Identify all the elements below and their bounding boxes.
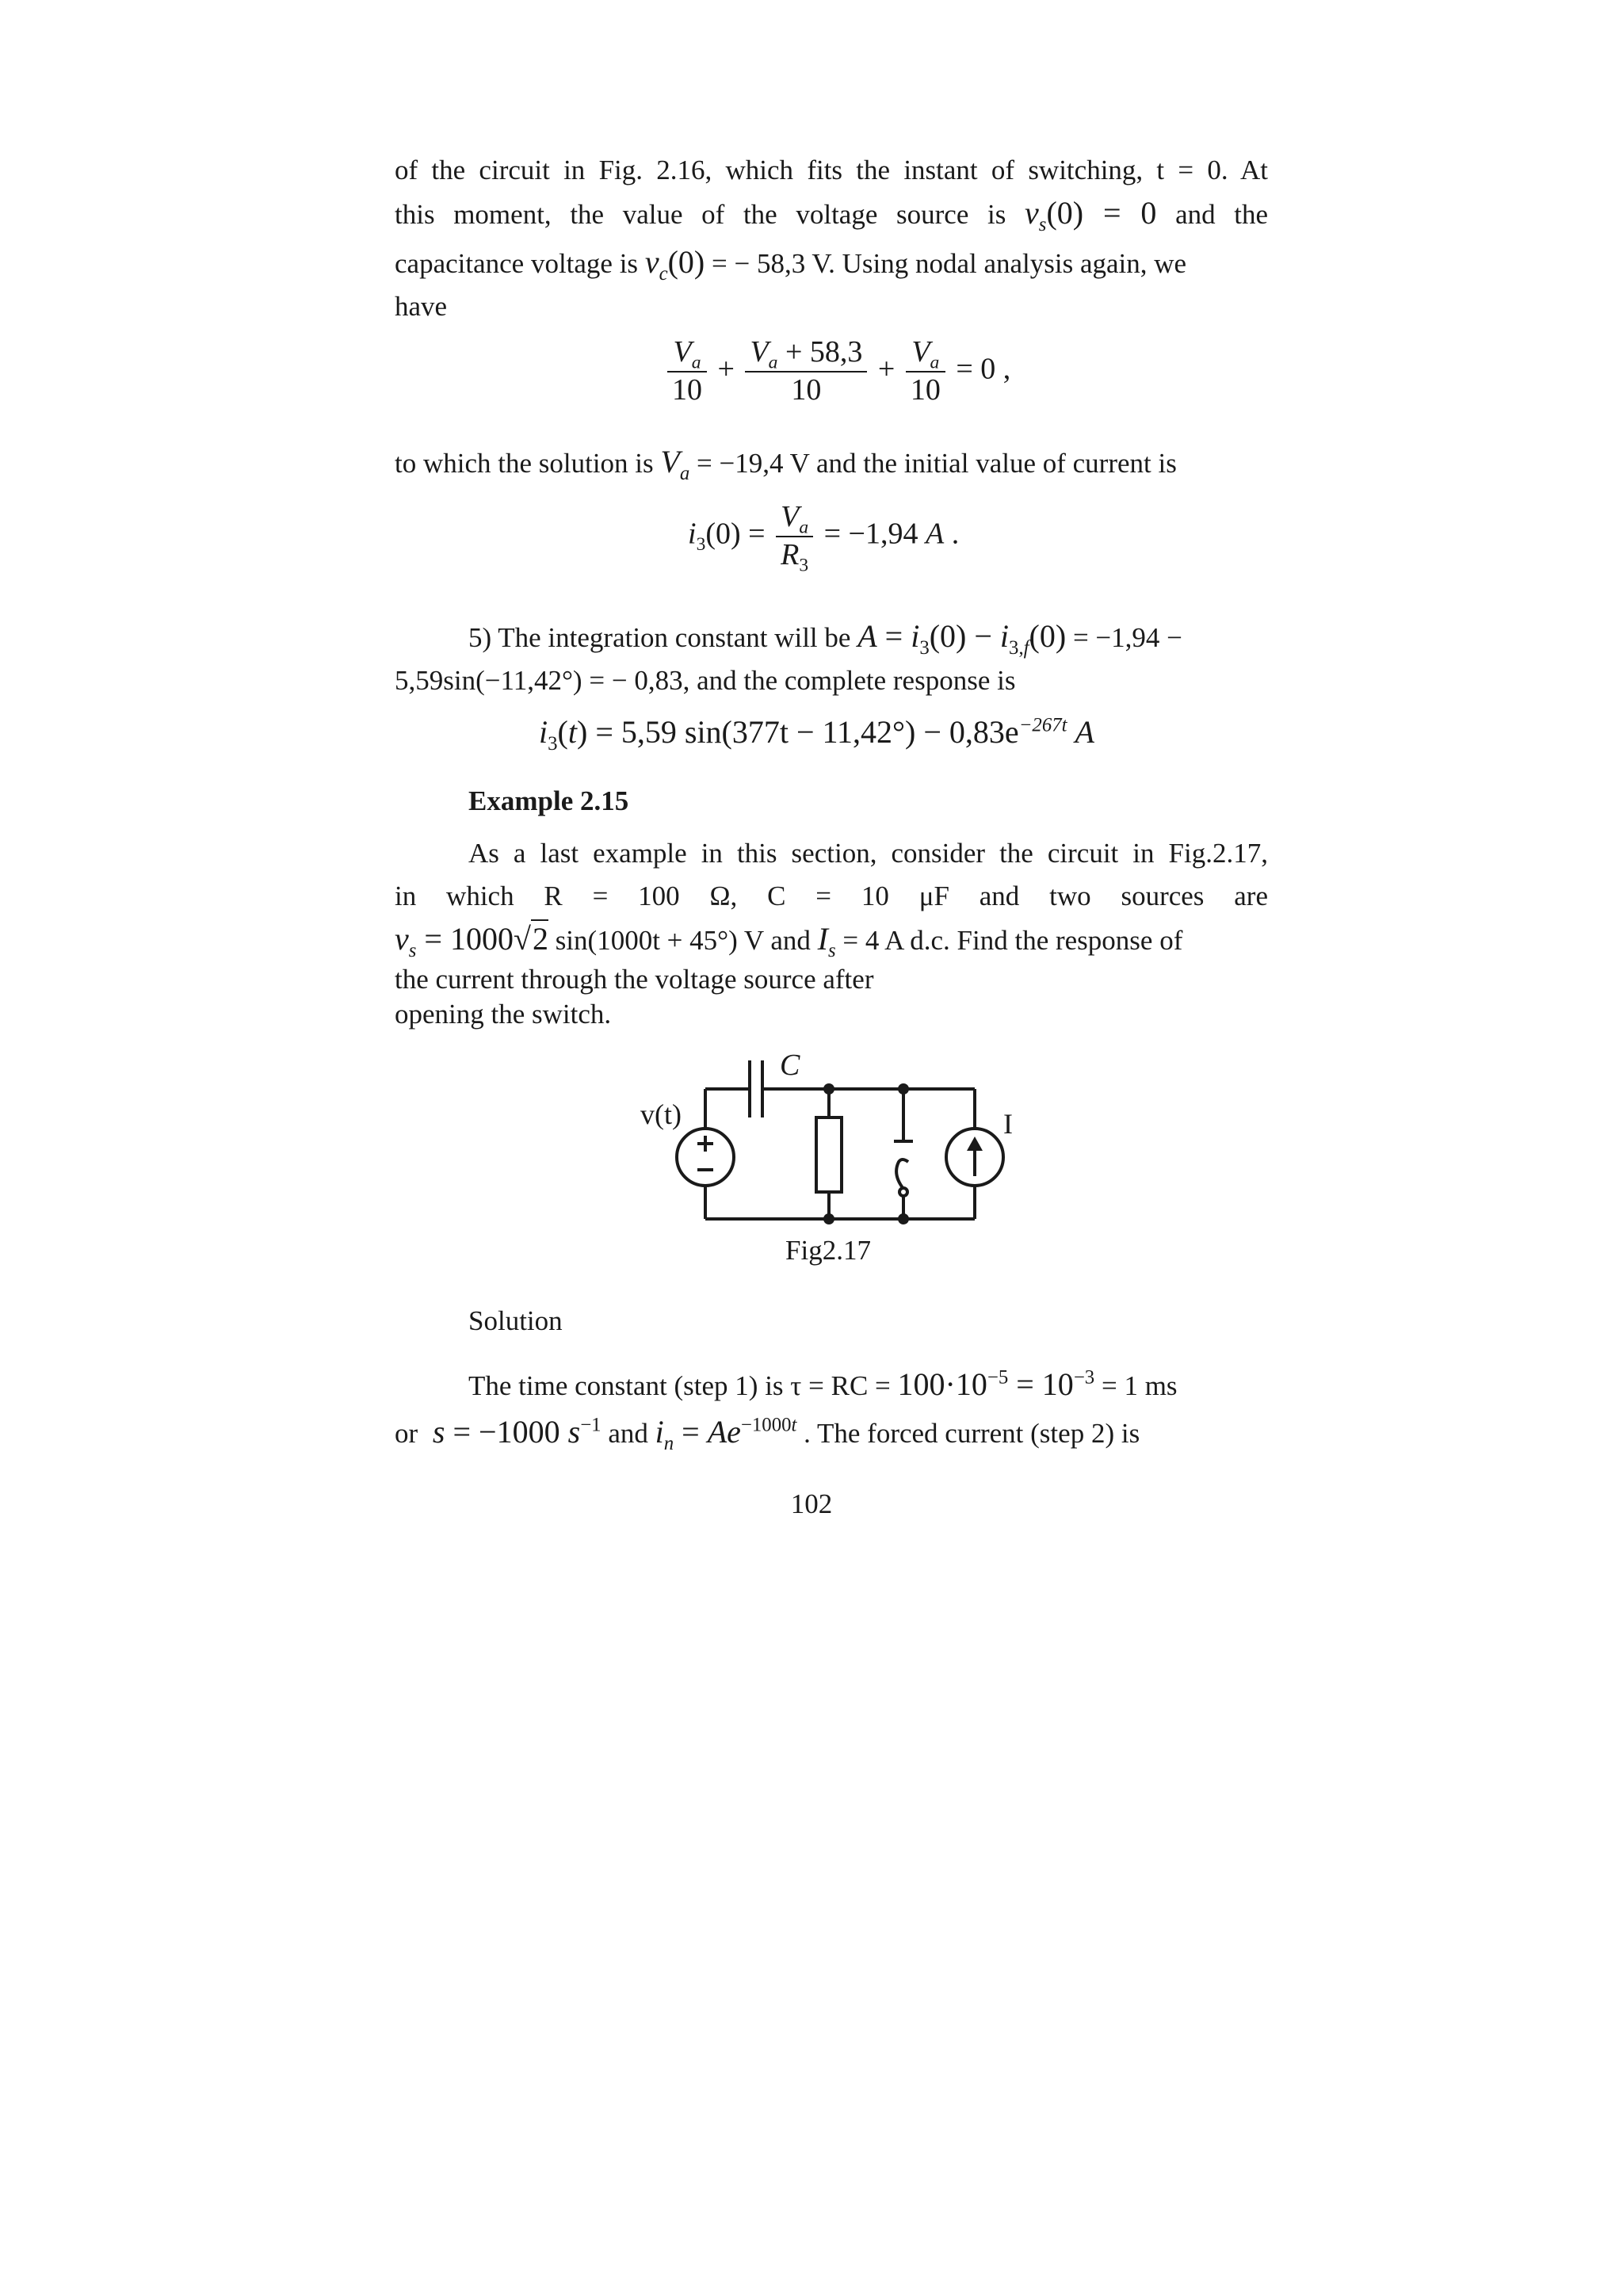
example-line-1: As a last example in this section, consider the circuit in Fig.2.17, [468,838,1268,869]
step5-line-1: 5) The integration constant will be $A = i_3(0) - i_{3,f}(0) = -1,94$ − [468,618,1182,659]
solution-va-text: to which the solution is [395,448,654,479]
example-line-4: the current through the voltage source after [395,964,874,995]
voltage-source-label: v(t) [640,1098,682,1130]
fraction-3-denominator: 10 [910,372,941,407]
switch-blade [896,1159,908,1189]
intro-line-4: have [395,291,448,322]
junction-bottom-1 [823,1213,834,1224]
fraction-1: $\frac{V_a}{10}$ [667,336,707,407]
nodal-equation: $\frac{V_a}{10}$ + $\frac{V_a + 58,3}{10}$ + $\frac{V_a}{10}$ = 0 , [664,336,1010,407]
capacitor-label: C [780,1049,800,1082]
junction-top-2 [898,1083,909,1095]
current-source-label: I [1003,1108,1013,1140]
intro-line-1: of the circuit in Fig. 2.16, which fits the instant of switching, t = 0. At [395,155,1268,185]
fraction-3: $\frac{V_a}{10}$ [906,336,945,407]
complete-response-exponent: −267t [1018,714,1067,736]
intro-line-2-text: this moment, the value of the voltage source is [395,199,1006,230]
solution-body [395,1363,1268,1455]
example-title: Example 2.15 [468,785,629,816]
vs0-expression: $v_s(0) = 0$ [1025,195,1157,235]
solution-line-2-start: or [395,1418,418,1449]
initial-current-equation: $i_3(0)$ = $\frac{V_a}{R_3}$ = −1,94 A . [688,500,960,576]
fraction-2-numerator: V [750,335,769,369]
nodal-equation-rhs: = 0 , [956,352,1011,386]
complete-response-equation: $i_3(t) = 5,59$ $\sin(377t - 11,42^\circ) - 0,83e^{-267t}$ A [539,714,1094,755]
solution-line-2-mid: and [608,1418,648,1449]
current-source-arrow-head [967,1137,983,1151]
intro-line-3-end: = − 58,3 V. Using nodal analysis again, we [711,248,1187,279]
fraction-2-denominator: 10 [791,372,822,407]
plus-vertical [704,1136,707,1152]
solution-line-1-text: The time constant (step 1) is τ = RC = [468,1370,891,1401]
step5-line-1-end: = −1,94 − [1072,622,1182,653]
figure-caption: Fig2.17 [785,1235,871,1266]
resistor-symbol [816,1117,842,1192]
solution-section [395,1300,1268,1343]
initial-current-lhs: (0) = [705,517,766,551]
fraction-2: $\frac{V_a + 58,3}{10}$ [745,336,867,407]
solution-line-2-end: . The forced current (step 2) is [804,1418,1140,1449]
example-line-3-text: sin(1000t + 45°) V and [555,925,811,956]
step5-line-2: 5,59sin(−11,42°) = − 0,83, and the complete response is [395,665,1016,696]
va-over-r3: $\frac{V_a}{R_3}$ [776,501,813,572]
solution-va-line: to which the solution is $V_a = -19,4$ V and the initial value of current is [395,444,1177,484]
fraction-1-denominator: 10 [672,372,702,407]
minus-sign [697,1168,713,1171]
intro-line-3-text: capacitance voltage is [395,248,639,279]
solution-heading: Solution [468,1305,563,1336]
page-number: 102 [790,1488,833,1519]
example-line-3: $v_s = 1000√2$ sin(1000t + 45°) V and $I_s = 4$ A d.c. Find the response of [395,921,1183,961]
solution-line-2: or s = −1000 $s^{-1}$ and $i_n = Ae^{-1000t}$ . The forced current (step 2) is [395,1414,1140,1454]
step5-line-1-text: 5) The integration constant will be [468,622,851,653]
junction-top-1 [823,1083,834,1095]
intro-line-2-end: and the [1175,199,1269,230]
fraction-3-numerator: V [911,335,930,369]
fraction-2-numerator-tail: + 58,3 [777,335,863,369]
example-line-3-end: = 4 A d.c. Find the response of [842,925,1183,956]
fraction-1-numerator: V [673,335,692,369]
solution-line-1: The time constant (step 1) is τ = RC = $100\cdot 10^{-5} = 10^{-3} = 1$ ms [468,1366,1178,1402]
example-line-2: in which R = 100 Ω, C = 10 μF and two sources are [395,881,1268,911]
junction-bottom-2 [898,1213,909,1224]
vc0-expression: $v_c(0)$ [644,244,705,285]
example-line-5: opening the switch. [395,999,612,1030]
initial-current-rhs: = −1,94 [823,517,918,551]
solution-line-1-end: = 1 ms [1101,1370,1178,1401]
switch-pivot [899,1188,907,1196]
solution-va-end: = −19,4 V and the initial value of current is [697,448,1177,479]
complete-response-rhs: = 5,59 sin(377t − 11,42°) − 0,83e [595,714,1019,750]
